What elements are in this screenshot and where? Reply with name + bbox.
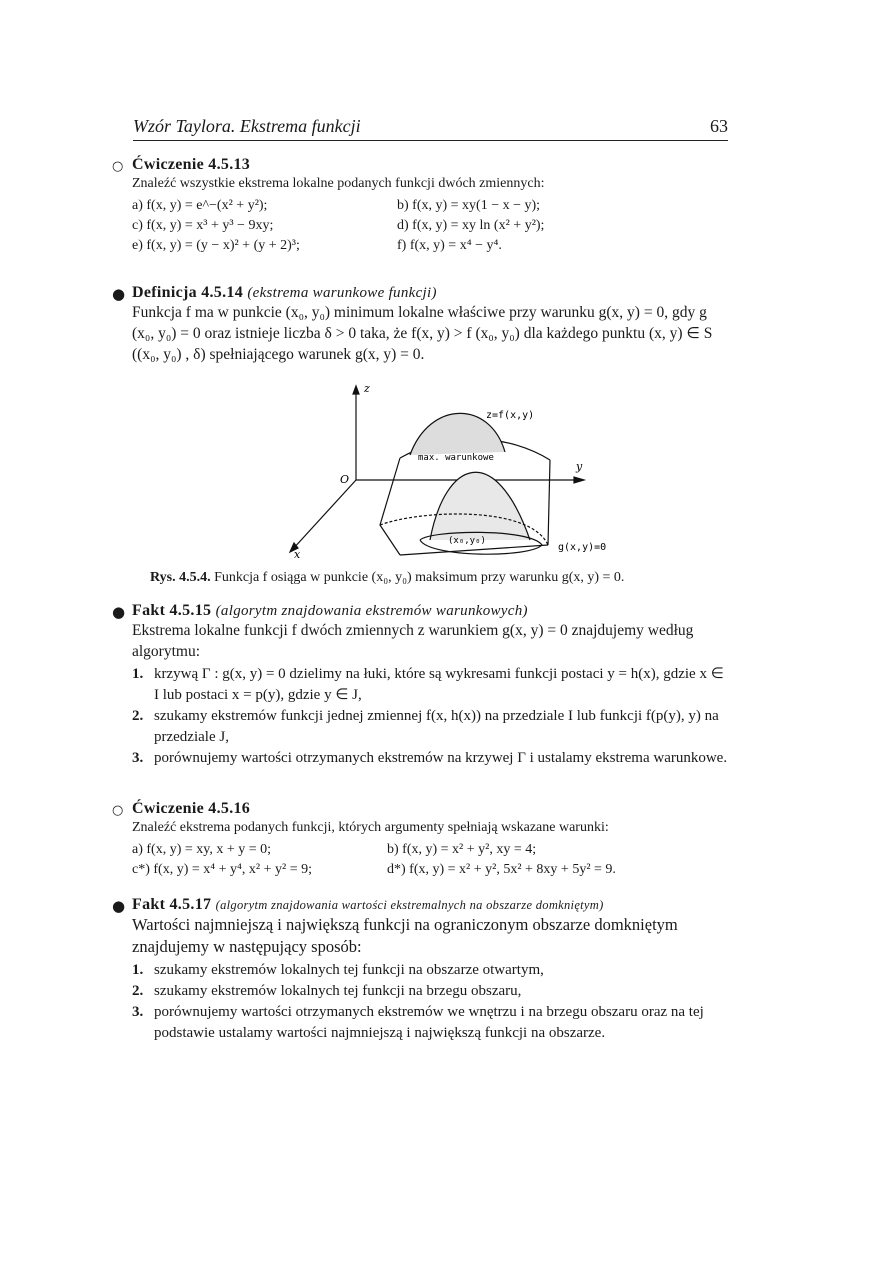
surface-left-wall bbox=[380, 458, 400, 555]
figure-caption bbox=[150, 570, 750, 586]
filled-circle-icon: ● bbox=[112, 897, 126, 915]
exercise-item: b) f(x, y) = xy(1 − x − y); bbox=[397, 198, 541, 213]
fact-title: Fakt 4.5.17 bbox=[132, 896, 212, 913]
exercise-intro: Znaleźć ekstrema podanych funkcji, których argumenty spełniają wskazane warunki: bbox=[132, 820, 609, 835]
caption-label: Rys. 4.5.4. bbox=[150, 570, 211, 585]
definition-title: Definicja 4.5.14 bbox=[132, 284, 244, 301]
fact-intro: Wartości najmniejszą i największą funkcji na ograniczonym obszarze domkniętym znajdujemy w następujący sposób: bbox=[132, 915, 678, 956]
x-label: x bbox=[294, 548, 301, 560]
fact-4-5-17 bbox=[112, 896, 732, 1044]
list-item: 1. krzywą Γ : g(x, y) = 0 dzielimy na łuki, które są wykresami funkcji postaci y = h(x), gdzie x ∈ I lub postaci x = p(y), gdzie y ∈ J, bbox=[132, 666, 724, 703]
exercise-item: d) f(x, y) = xy ln (x² + y²); bbox=[397, 218, 545, 233]
list-item: 2. szukamy ekstremów funkcji jednej zmiennej f(x, h(x)) na przedziale I lub funkcji f(p(y), y) na przedziale J, bbox=[132, 708, 719, 745]
definition-text: Funkcja f ma w punkcie (x₀, y₀) minimum lokalne właściwe przy warunku g(x, y) = 0, gdy g (x₀, y₀) = 0 oraz istnieje liczba δ > 0 taka, że f(x, y) > f (x₀, y₀) dla każdego punktu (x, y) ∈ S ((x₀, y₀) , δ) spełniającego warunek g(x, y) = 0. bbox=[132, 304, 713, 363]
fact-intro: Ekstrema lokalne funkcji f dwóch zmiennych z warunkiem g(x, y) = 0 znajdujemy według algorytmu: bbox=[132, 622, 694, 660]
header-title: Wzór Taylora. Ekstrema funkcji bbox=[133, 116, 361, 136]
exercise-item: f) f(x, y) = x⁴ − y⁴. bbox=[397, 238, 502, 253]
exercise-item: b) f(x, y) = x² + y², xy = 4; bbox=[387, 842, 537, 857]
algorithm-steps bbox=[132, 664, 732, 769]
exercise-4-5-16 bbox=[112, 800, 732, 878]
z-label: z bbox=[364, 382, 370, 395]
surface-label: z=f(x,y) bbox=[486, 410, 535, 421]
y-label: y bbox=[576, 460, 583, 473]
caption-text: Funkcja f osiąga w punkcie (x₀, y₀) maksimum przy warunku g(x, y) = 0. bbox=[214, 570, 625, 585]
exercise-4-5-13 bbox=[112, 156, 732, 254]
exercise-item: c*) f(x, y) = x⁴ + y⁴, x² + y² = 9; bbox=[132, 862, 312, 877]
list-item: 2. szukamy ekstremów lokalnych tej funkcji na brzegu obszaru, bbox=[132, 983, 522, 999]
open-circle-icon: ○ bbox=[112, 159, 124, 174]
point-label: (x₀,y₀) bbox=[448, 536, 486, 546]
origin-label: O bbox=[340, 473, 350, 486]
definition-subtitle: (ekstrema warunkowe funkcji) bbox=[247, 285, 437, 301]
inner-hump bbox=[430, 472, 530, 540]
max-label: max. warunkowe bbox=[418, 453, 494, 463]
list-item: 3. porównujemy wartości otrzymanych ekstremów na krzywej Γ i ustalamy ekstrema warunkowe. bbox=[132, 750, 728, 766]
algorithm-steps bbox=[132, 960, 732, 1044]
exercise-title: Ćwiczenie 4.5.16 bbox=[132, 800, 251, 817]
exercise-item: c) f(x, y) = x³ + y³ − 9xy; bbox=[132, 218, 274, 233]
fact-subtitle: (algorytm znajdowania ekstremów warunkowych) bbox=[215, 603, 528, 619]
page-number: 63 bbox=[710, 116, 728, 136]
exercise-items bbox=[132, 842, 732, 878]
fact-subtitle: (algorytm znajdowania wartości ekstremalnych na obszarze domkniętym) bbox=[215, 898, 604, 912]
figure-conditional-extremum bbox=[280, 380, 620, 560]
open-circle-icon: ○ bbox=[112, 803, 124, 818]
list-item: 3. porównujemy wartości otrzymanych ekstremów we wnętrzu i na brzegu obszaru oraz na tej podstawie ustalamy wartości najmniejszą i największą funkcji na obszarze. bbox=[132, 1004, 704, 1041]
exercise-item: a) f(x, y) = xy, x + y = 0; bbox=[132, 842, 272, 857]
surface-right-wall bbox=[548, 460, 550, 545]
x-axis bbox=[292, 480, 356, 550]
exercise-item: e) f(x, y) = (y − x)² + (y + 2)³; bbox=[132, 238, 300, 253]
exercise-intro: Znaleźć wszystkie ekstrema lokalne podanych funkcji dwóch zmiennych: bbox=[132, 176, 545, 191]
running-header bbox=[133, 114, 728, 141]
exercise-title: Ćwiczenie 4.5.13 bbox=[132, 156, 251, 173]
list-item: 1. szukamy ekstremów lokalnych tej funkcji na obszarze otwartym, bbox=[132, 962, 544, 978]
filled-circle-icon: ● bbox=[112, 603, 126, 621]
z-axis-arrow bbox=[353, 386, 359, 394]
constraint-label: g(x,y)=0 bbox=[558, 542, 607, 553]
fact-4-5-15 bbox=[112, 602, 732, 769]
definition-4-5-14 bbox=[112, 284, 732, 365]
exercise-item: d*) f(x, y) = x² + y², 5x² + 8xy + 5y² = 9. bbox=[387, 862, 616, 877]
exercise-item: a) f(x, y) = e^−(x² + y²); bbox=[132, 198, 268, 213]
filled-circle-icon: ● bbox=[112, 285, 126, 303]
y-axis-arrow bbox=[574, 477, 584, 483]
exercise-items bbox=[132, 198, 732, 254]
fact-title: Fakt 4.5.15 bbox=[132, 602, 212, 619]
